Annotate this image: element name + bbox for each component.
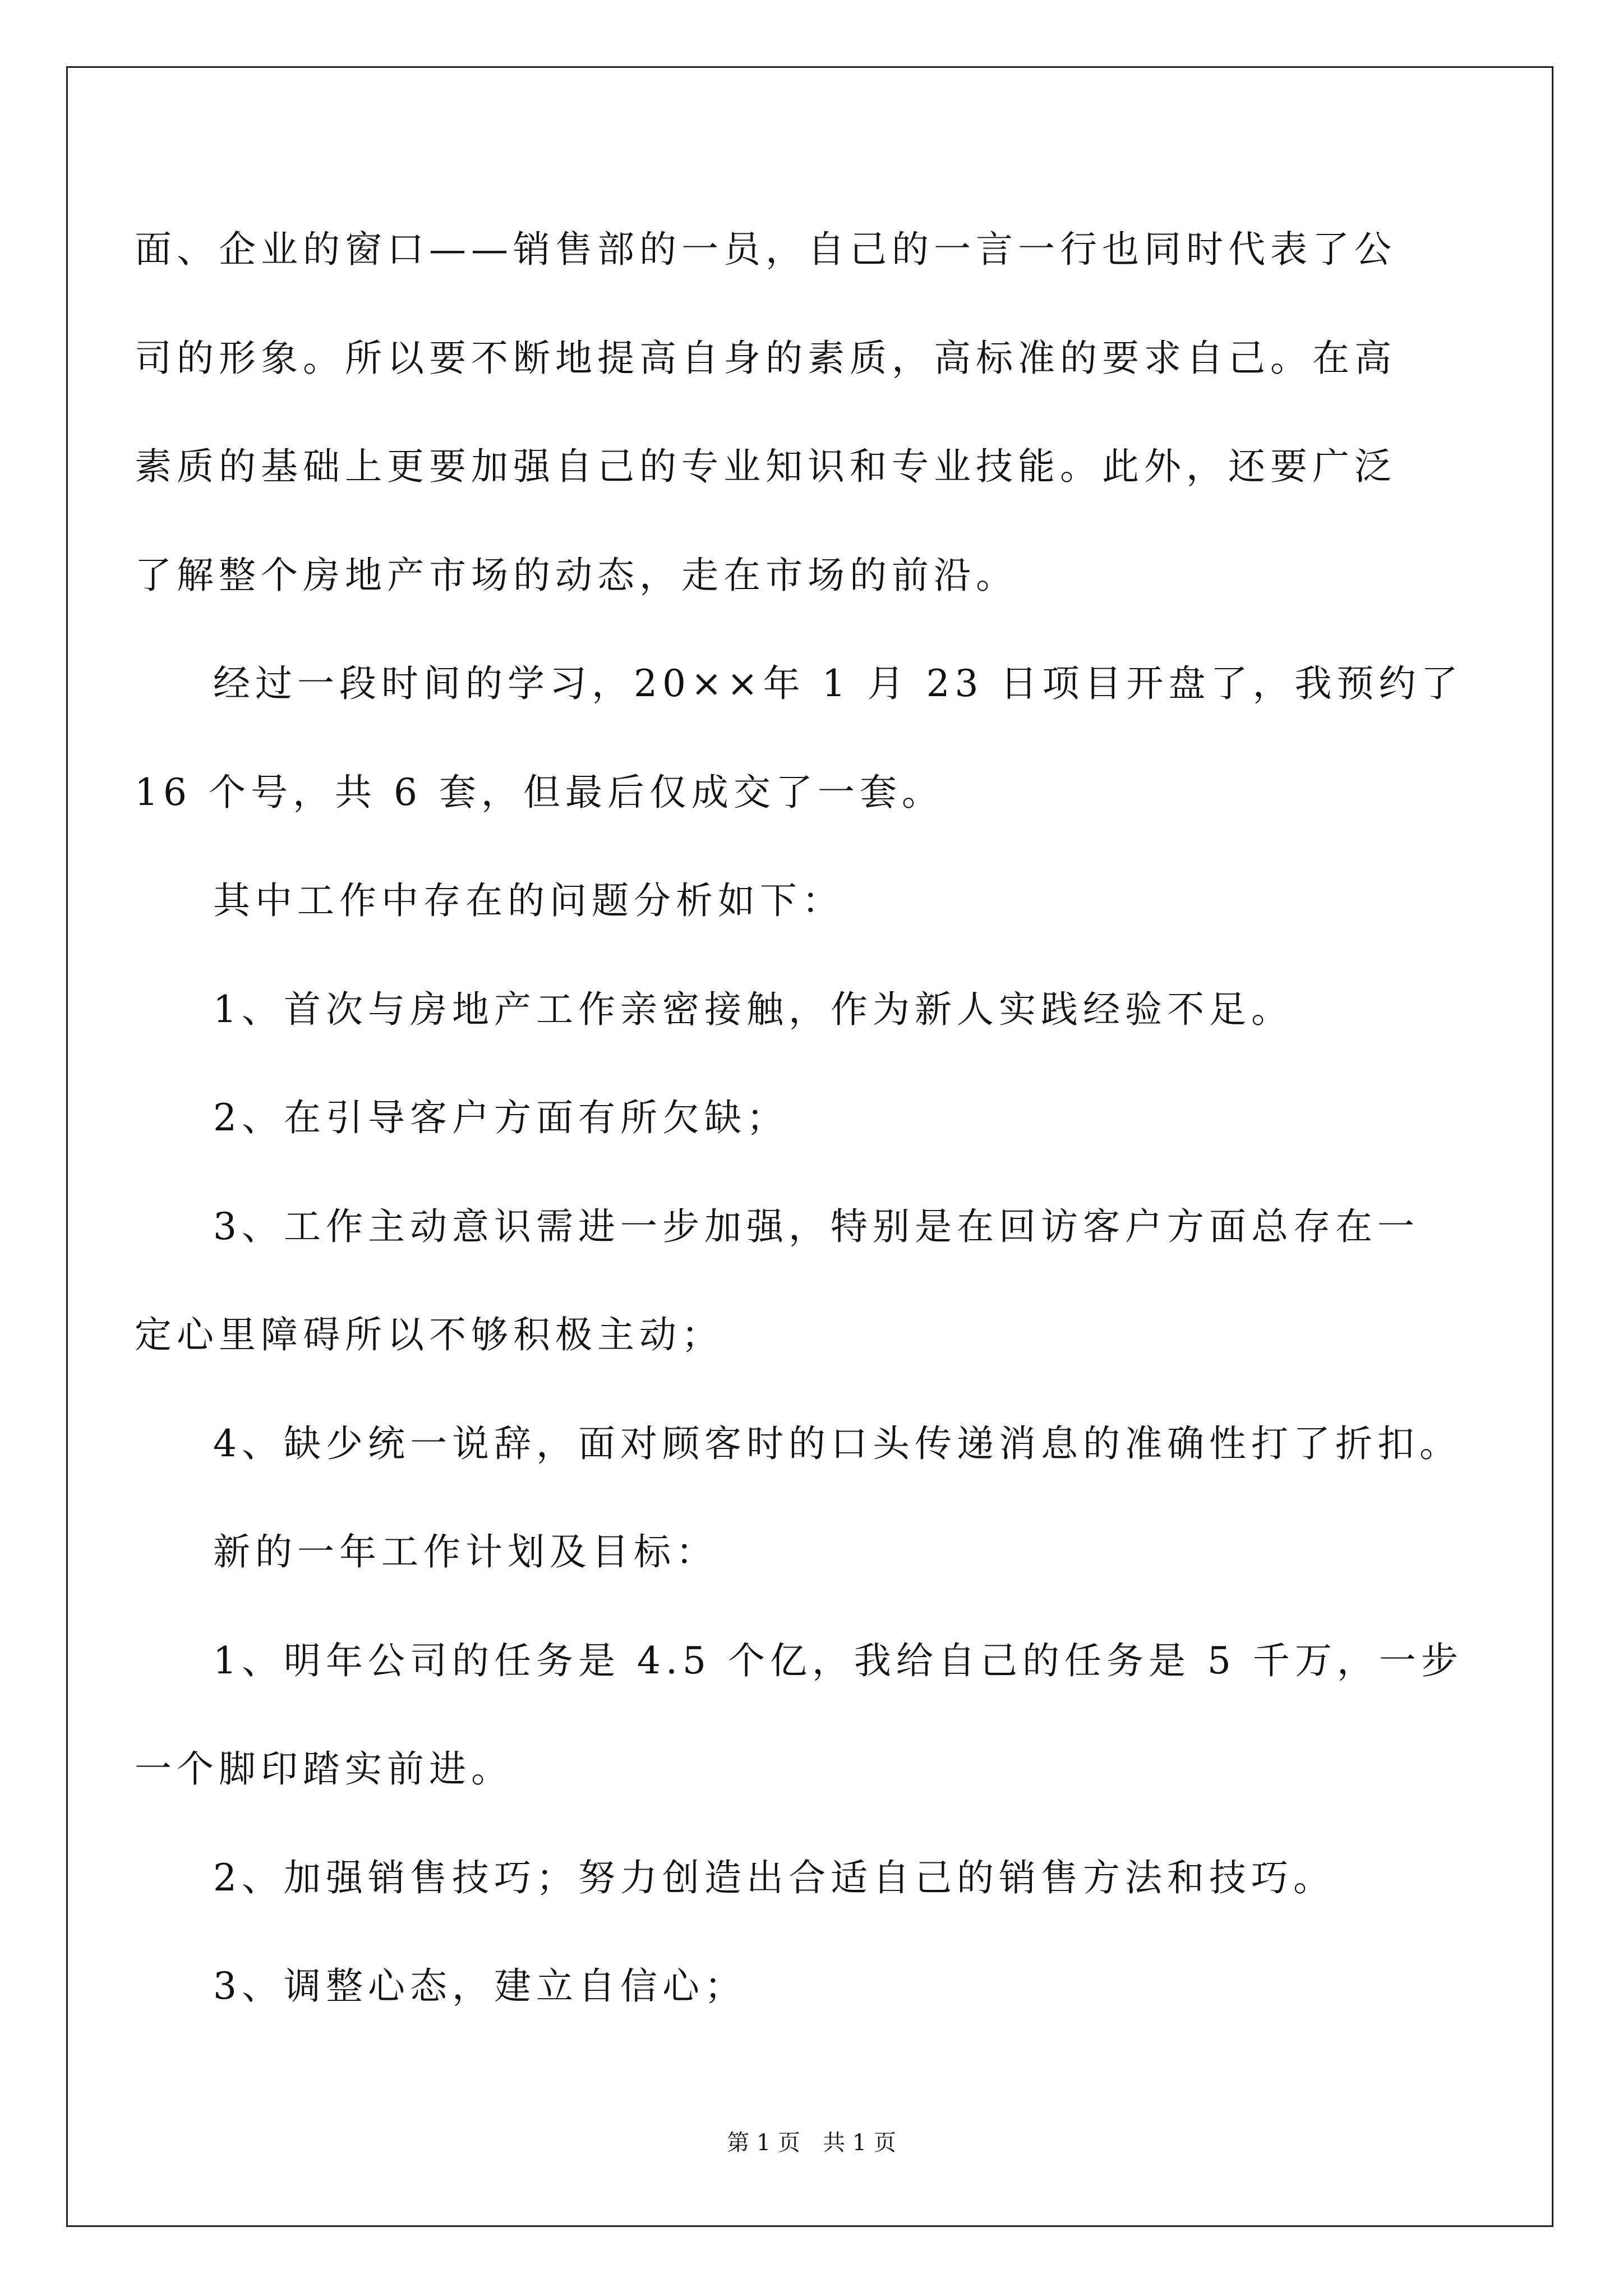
list-item: 1、首次与房地产工作亲密接触，作为新人实践经验不足。 (213, 988, 1293, 1031)
text-line: 定心里障碍所以不够积极主动； (135, 1313, 723, 1356)
text-line: 面、企业的窗口——销售部的一员，自己的一言一行也同时代表了公 (135, 228, 1396, 271)
list-item: 2、加强销售技巧；努力创造出合适自己的销售方法和技巧。 (213, 1856, 1335, 1899)
list-item: 3、调整心态，建立自信心； (213, 1964, 746, 2008)
list-item: 3、工作主动意识需进一步加强，特别是在回访客户方面总存在一 (213, 1205, 1419, 1248)
list-item: 4、缺少统一说辞，面对顾客时的口头传递消息的准确性打了折扣。 (213, 1422, 1461, 1465)
text-line: 了解整个房地产市场的动态，走在市场的前沿。 (135, 554, 1018, 597)
text-line: 司的形象。所以要不断地提高自身的素质，高标准的要求自己。在高 (135, 337, 1396, 380)
text-line: 素质的基础上更要加强自己的专业知识和专业技能。此外，还要广泛 (135, 445, 1396, 488)
list-item: 1、明年公司的任务是 4.5 个亿，我给自己的任务是 5 千万，一步 (213, 1639, 1463, 1682)
page-number: 第 1 页 (727, 2130, 800, 2156)
text-line: 经过一段时间的学习，20××年 1 月 23 日项目开盘了，我预约了 (213, 662, 1463, 705)
list-item: 2、在引导客户方面有所欠缺； (213, 1096, 789, 1139)
text-line: 一个脚印踏实前进。 (135, 1747, 513, 1791)
text-line: 其中工作中存在的问题分析如下： (213, 879, 844, 922)
page-footer (0, 2129, 1623, 2157)
page-total: 共 1 页 (823, 2130, 896, 2156)
text-line: 16 个号，共 6 套，但最后仅成交了一套。 (135, 771, 944, 814)
section-heading: 新的一年工作计划及目标： (213, 1530, 718, 1573)
